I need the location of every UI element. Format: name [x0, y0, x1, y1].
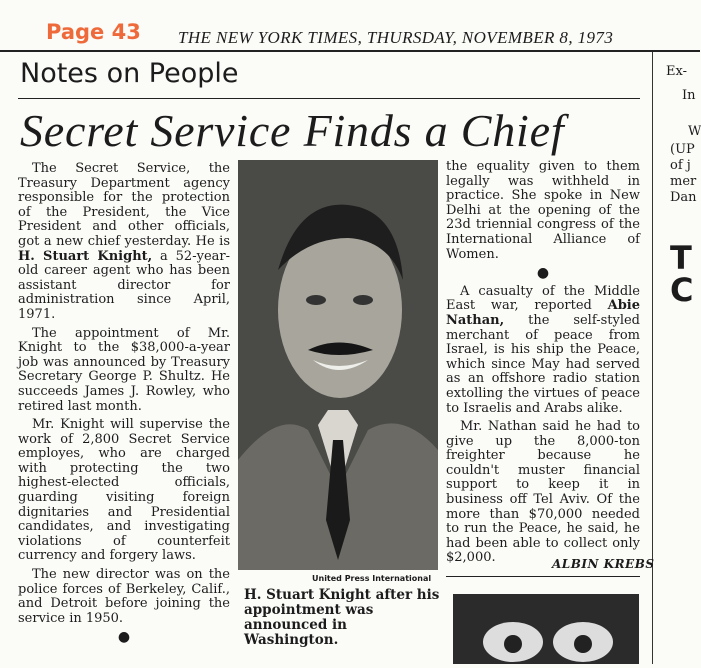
bullet-separator: ● [536, 265, 550, 282]
right-column-line: mer [670, 174, 697, 189]
section-rule [18, 98, 640, 99]
paragraph: Mr. Knight will supervise the work of 2,800 Secret Service employes, who are charged with protecting the two highest-elected officials, guarding visiting foreign dignitaries and Presidential candidates, and investigating violations of counterfeit currency and forgery laws. [18, 417, 230, 564]
right-column-line: In [682, 88, 696, 103]
article-column-1 [18, 162, 230, 649]
second-photo [453, 594, 639, 664]
paragraph: The new director was on the police forces of Berkeley, Calif., and Detroit before joining the service in 1950. [18, 567, 230, 626]
name-bold: H. Stuart Knight, [18, 248, 153, 264]
name-bold: Abie Nathan, [446, 298, 640, 328]
right-column-line: of j [670, 158, 691, 173]
paragraph: The Secret Service, the Treasury Department agency responsible for the protection of the President, the Vice President and other officials, got a new chief yesterday. He is H. Stuart Knight, a 52-year-old career agent who has been assistant director for administration since April, 1971. [18, 161, 230, 322]
bullet-separator: ● [117, 629, 131, 646]
byline: ALBIN KREBS [552, 557, 655, 571]
masthead: THE NEW YORK TIMES, THURSDAY, NOVEMBER 8, 1973 [178, 28, 614, 47]
section-title: Notes on People [20, 58, 239, 89]
page-label: Page 43 [46, 20, 141, 44]
paragraph: The appointment of Mr. Knight to the $38,000-a-year job was announced by Treasury Secretary George P. Shultz. He succeeds James J. Rowley, who retired last month. [18, 325, 230, 414]
right-column-line: W [688, 124, 701, 139]
paragraph: Mr. Nathan said he had to give up the 8,000-ton freighter because he couldn't muster financial support to keep it in business off Tel Aviv. Of the more than $70,000 needed to run the Peace, he said, he had been able to collect only $2,000. [446, 419, 640, 566]
portrait-photo [238, 160, 438, 570]
photo-caption: H. Stuart Knight after his appointment was announced in Washington. [244, 587, 440, 648]
byline-rule [446, 576, 640, 577]
headline: Secret Service Finds a Chief [20, 105, 565, 156]
paragraph: the equality given to them legally was withheld in practice. She spoke in New Delhi at the opening of the 23d triennial congress of the International Alliance of Women. [446, 159, 640, 262]
right-column-line: (UP [670, 142, 695, 157]
photo-credit: United Press International [312, 574, 432, 583]
paragraph: A casualty of the Middle East war, reported Abie Nathan, the self-styled merchant of peace from Israel, is his ship the Peace, which since May had served as an offshore radio station extolling the virtues of peace to Israelis and Arabs alike. [446, 283, 640, 416]
article-column-3 [446, 160, 640, 570]
right-column-line: Ex- [666, 64, 687, 79]
column-divider [652, 52, 653, 664]
right-column-line: Dan [670, 190, 697, 205]
right-column-headline: T C [670, 239, 694, 309]
masthead-rule [0, 50, 700, 52]
